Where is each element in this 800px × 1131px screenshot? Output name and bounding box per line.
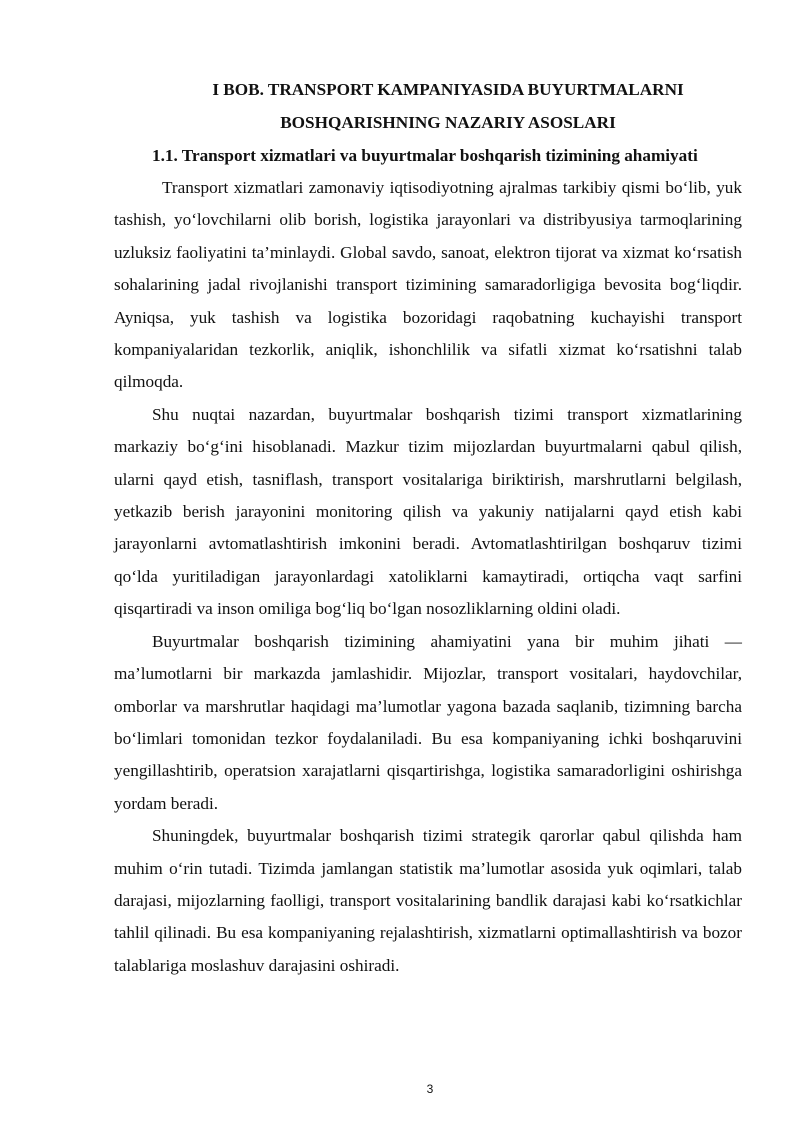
chapter-title-line-2: BOSHQARISHNING NAZARIY ASOSLARI	[280, 113, 616, 132]
chapter-title	[114, 73, 742, 139]
section-heading: 1.1. Transport xizmatlari va buyurtmalar boshqarish tizimining ahamiyati	[152, 146, 698, 165]
paragraph-2: Shu nuqtai nazardan, buyurtmalar boshqarish tizimi transport xizmatlarining markaziy bo‘g‘ini hisoblanadi. Mazkur tizim mijozlardan buyurtmalarni qabul qilish, ularni qayd etish, tasniflash, transport vositalariga biriktirish, marshrutlarni belgilash, yetkazib berish jarayonini monitoring qilish va yakuniy natijalarni qayd etish kabi jarayonlarni avtomatlashtirish imkonini beradi. Avtomatlashtirilgan boshqaruv tizimi qo‘lda yuritiladigan jarayonlardagi xatoliklarni kamaytiradi, ortiqcha vaqt sarfini qisqartiradi va inson omiliga bog‘liq bo‘lgan nosozliklarning oldini oladi.	[114, 404, 742, 619]
page-content	[114, 73, 742, 982]
paragraph-3: Buyurtmalar boshqarish tizimining ahamiyatini yana bir muhim jihati — ma’lumotlarni bir markazda jamlashidir. Mijozlar, transport vositalari, haydovchilar, omborlar va marshrutlar haqidagi ma’lumotlar yagona bazada saqlanib, tizimning barcha bo‘limlari tomonidan tezkor foydalaniladi. Bu esa kompaniyaning ichki boshqaruvini yengillashtirib, operatsion xarajatlarni qisqartirishga, logistika samaradorligini oshirishga yordam beradi.	[114, 631, 742, 813]
chapter-title-line-1: I BOB. TRANSPORT KAMPANIYASIDA BUYURTMALARNI	[212, 80, 684, 99]
paragraph-1: Transport xizmatlari zamonaviy iqtisodiyotning ajralmas tarkibiy qismi bo‘lib, yuk tashish, yo‘lovchilarni olib borish, logistika jarayonlari va distribyusiya tarmoqlarining uzluksiz faoliyatini ta’minlaydi. Global savdo, sanoat, elektron tijorat va xizmat ko‘rsatish sohalarining jadal rivojlanishi transport tizimining samaradorligiga bevosita bog‘liqdir. Ayniqsa, yuk tashish va logistika bozoridagi raqobatning kuchayishi transport kompaniyalaridan tezkorlik, aniqlik, ishonchlilik va sifatli xizmat ko‘rsatishni talab qilmoqda.	[114, 178, 742, 392]
paragraph-4: Shuningdek, buyurtmalar boshqarish tizimi strategik qarorlar qabul qilishda ham muhim o‘rin tutadi. Tizimda jamlangan statistik ma’lumotlar asosida yuk oqimlari, talab darajasi, mijozlarning faolligi, transport vositalarining bandlik darajasi kabi ko‘rsatkichlar tahlil qilinadi. Bu esa kompaniyaning rejalashtirish, xizmatlarni optimallashtirish va bozor talablariga moslashuv darajasini oshiradi.	[114, 826, 742, 975]
page-number: 3	[426, 1082, 434, 1096]
